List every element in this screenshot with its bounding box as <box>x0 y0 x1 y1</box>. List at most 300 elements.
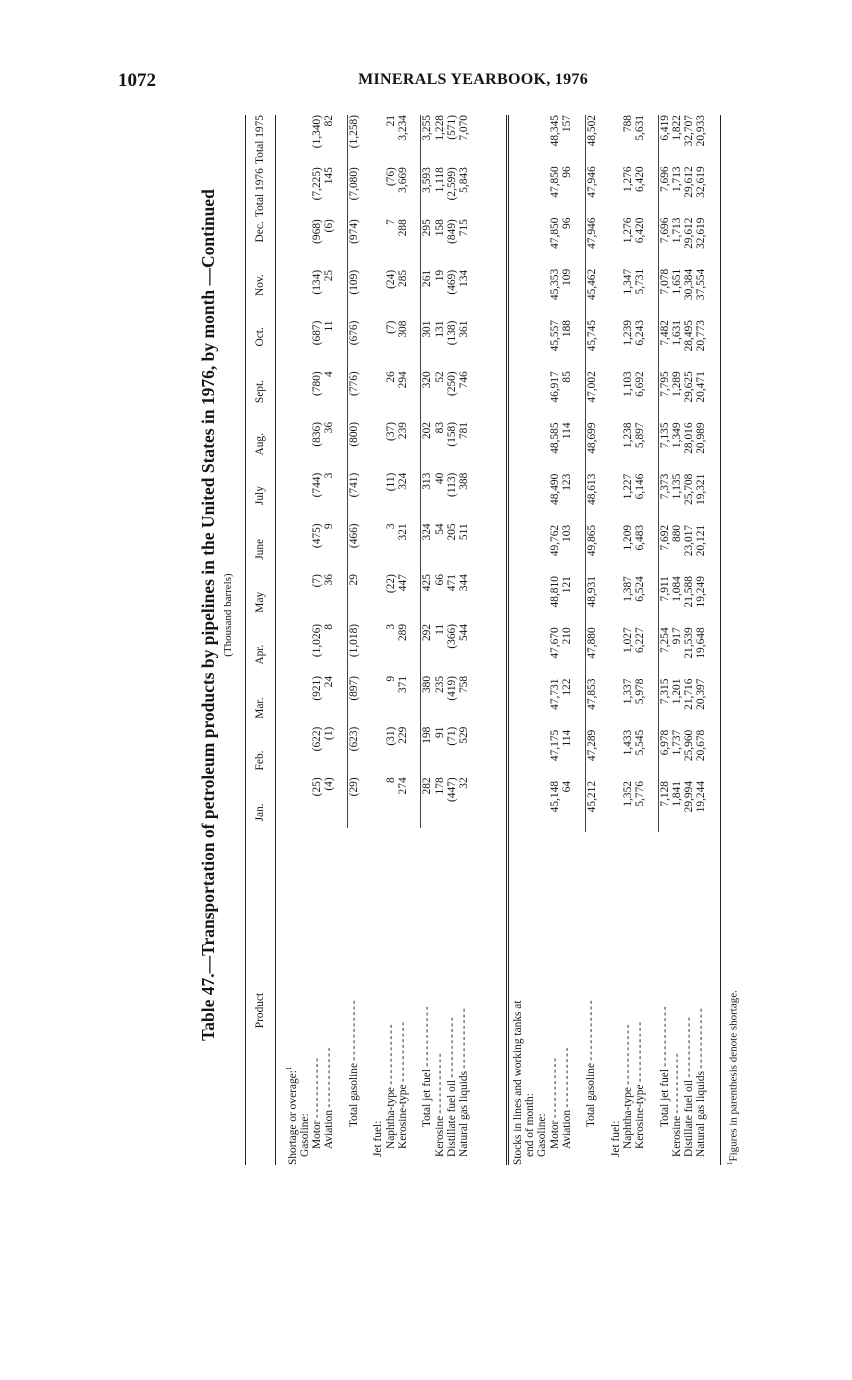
table-cell: 26 <box>384 371 397 383</box>
table-cell: 6,227 <box>634 627 647 653</box>
row-label: Kerosine - - - <box>671 832 683 1165</box>
table-cell: 788 <box>621 115 634 133</box>
column-header: Product <box>254 992 267 1029</box>
table-cell: 45,745 <box>585 320 598 371</box>
table-row <box>397 115 409 1165</box>
table-cell: 239 <box>396 421 409 440</box>
table-cell: (676) <box>348 321 361 372</box>
table-cell: 6,146 <box>634 473 647 500</box>
table-cell: 6,483 <box>634 524 647 551</box>
table-cell: 198 <box>421 727 434 778</box>
table-cell: (623) <box>348 727 361 778</box>
table-cell: 19,249 <box>695 576 708 608</box>
table-cell: 3,234 <box>396 115 409 141</box>
table-cell: 282 <box>421 777 434 828</box>
table-cell: (37) <box>384 421 397 441</box>
table-cell: 47,853 <box>585 679 598 730</box>
table-cell: 7,696 <box>658 218 671 269</box>
table-cell: 1,347 <box>621 268 634 295</box>
table-cell: 46,917 <box>548 371 561 403</box>
table-cell: (571) <box>445 115 458 140</box>
table-cell: 324 <box>396 472 409 490</box>
table-cell: 295 <box>421 219 434 270</box>
table-cell: 425 <box>421 574 434 624</box>
header-rule <box>275 115 276 1165</box>
table-cell: 285 <box>396 269 409 287</box>
table-row <box>323 115 335 1165</box>
table-row <box>634 115 646 1165</box>
table-cell: 19,648 <box>695 627 708 659</box>
table-cell: 30,384 <box>683 268 696 301</box>
rotated-table-block <box>150 65 740 1165</box>
table-cell: (22) <box>384 574 397 594</box>
row-label: Kerosine-type - - - <box>634 832 646 1165</box>
table-cell: 64 <box>560 780 573 793</box>
table-cell: 380 <box>421 676 434 727</box>
table-cell: (744) <box>311 472 324 498</box>
table-cell: (1,018) <box>348 624 361 676</box>
table-cell: 20,989 <box>695 422 708 454</box>
label-jet-fuel: Jet fuel: <box>372 1120 385 1157</box>
table-cell: 320 <box>421 371 434 422</box>
column-header: Apr. <box>254 644 267 665</box>
running-title: MINERALS YEARBOOK, 1976 <box>358 71 588 88</box>
table-cell: (897) <box>348 676 361 727</box>
table-cell: 45,148 <box>548 780 561 813</box>
table-cell: 48,502 <box>585 115 598 166</box>
column-header: Oct. <box>254 327 267 347</box>
table-cell: 48,931 <box>585 576 598 627</box>
table-cell: 1,276 <box>621 166 634 192</box>
table-cell: (11) <box>384 472 397 492</box>
table-cell: 21,716 <box>683 678 696 710</box>
table-cell: 880 <box>671 524 684 542</box>
table-cell: 917 <box>671 627 684 645</box>
table-cell: 7,135 <box>658 422 671 473</box>
table-cell: 308 <box>396 320 409 338</box>
table-cell: 1,651 <box>671 268 684 295</box>
table-cell: 1,713 <box>671 166 684 192</box>
table-cell: 3 <box>323 472 336 479</box>
table-cell: 7,482 <box>658 320 671 371</box>
table-units: (Thousand barrels) <box>222 573 234 657</box>
table-cell: 1,387 <box>621 576 634 602</box>
column-header: May <box>254 591 267 613</box>
table-cell: 7 <box>384 219 397 225</box>
section-label-stocks-a: Stocks in lines and working tanks at <box>512 1000 524 1165</box>
table-cell: 529 <box>458 726 471 744</box>
row-label: Total jet fuel - - - <box>658 832 671 1165</box>
table-cell: 1,433 <box>621 729 634 756</box>
table-cell: 131 <box>433 320 446 338</box>
table-cell: 6,978 <box>658 730 671 781</box>
table-cell: (6) <box>323 219 336 233</box>
table-cell: 261 <box>421 270 434 321</box>
table-cell: 5,731 <box>634 268 647 295</box>
table-cell: 5,545 <box>634 729 647 756</box>
table-cell: 5,978 <box>634 678 647 705</box>
table-cell: (780) <box>311 371 324 396</box>
row-label: Distillate fuel oil - - - <box>683 832 695 1165</box>
table-cell: 6,692 <box>634 371 647 397</box>
table-cell: 1,084 <box>671 576 684 602</box>
table-cell: 5,631 <box>634 115 647 141</box>
table-cell: 6,419 <box>658 115 671 166</box>
row-label: Naphtha-type - - - <box>622 832 634 1165</box>
table-row <box>446 115 458 1165</box>
table-cell: 103 <box>560 524 573 542</box>
table-row <box>348 115 361 1165</box>
table-cell: (134) <box>311 269 324 295</box>
table-cell: 8 <box>384 777 397 784</box>
row-label: Distillate fuel oil - - - <box>446 828 458 1165</box>
table-cell: 48,810 <box>548 576 561 608</box>
table-cell: 47,175 <box>548 729 561 762</box>
table-cell: (366) <box>445 623 458 649</box>
column-header: Jan. <box>254 803 267 822</box>
table-cell: 1,737 <box>671 729 684 756</box>
table-cell: 1,027 <box>621 627 634 653</box>
table-cell: 158 <box>433 219 446 237</box>
column-header: July <box>254 486 267 506</box>
table-cell: 20,397 <box>695 678 708 710</box>
table-cell: 40 <box>433 472 446 485</box>
table-row <box>658 115 671 1165</box>
table-cell: 47,731 <box>548 678 561 710</box>
table-cell: (24) <box>384 269 397 289</box>
table-cell: (800) <box>348 422 361 473</box>
column-header: Aug. <box>254 433 267 456</box>
table-row <box>434 115 446 1165</box>
column-header: Nov. <box>254 274 267 296</box>
table-cell: 96 <box>560 166 573 178</box>
table-cell: (447) <box>445 777 458 803</box>
table-cell: (25) <box>311 777 324 797</box>
table-cell: (109) <box>348 270 361 321</box>
table-cell: 28,495 <box>683 320 696 352</box>
table-cell: 1,822 <box>671 115 684 141</box>
table-cell: 19,244 <box>695 780 708 813</box>
table-cell: 20,121 <box>695 524 708 557</box>
table-cell: 21,539 <box>683 627 696 659</box>
table-cell: 1,209 <box>621 524 634 551</box>
table-cell: 544 <box>458 623 471 642</box>
table-cell: (1,026) <box>311 623 324 658</box>
table-cell: 178 <box>433 777 446 795</box>
section-stocks <box>512 115 708 1165</box>
table-cell: 49,762 <box>548 524 561 557</box>
table-cell: 292 <box>421 624 434 676</box>
table-cell: 32,619 <box>695 166 708 198</box>
table-cell: 83 <box>433 421 446 434</box>
table-cell: 48,585 <box>548 422 561 454</box>
table-cell: 781 <box>458 421 471 440</box>
table-cell: 21,588 <box>683 576 696 608</box>
column-header: Mar. <box>254 697 267 719</box>
table-cell: 109 <box>560 268 573 286</box>
table-cell: 3,255 <box>421 115 434 167</box>
table-cell: 1,289 <box>671 371 684 397</box>
table-cell: 746 <box>458 371 471 389</box>
table-cell: 447 <box>396 574 409 592</box>
table-cell: (31) <box>384 726 397 746</box>
table-row <box>683 115 695 1165</box>
label-gasoline: Gasoline: <box>299 1113 311 1157</box>
table-row <box>695 115 707 1165</box>
table-cell: 47,850 <box>548 217 561 249</box>
table-cell: 20,471 <box>695 371 708 403</box>
row-label: Motor - - - <box>311 828 323 1165</box>
table-row <box>585 115 598 1165</box>
table-cell: (4) <box>323 777 336 791</box>
section-double-rule <box>506 115 509 1165</box>
table-cell: 36 <box>323 574 336 586</box>
table-cell: 6,420 <box>634 166 647 192</box>
table-row <box>458 115 470 1165</box>
table-cell: (849) <box>445 219 458 244</box>
table-cell: 29,612 <box>683 166 696 198</box>
table-cell: (113) <box>445 472 458 497</box>
table-cell: 5,776 <box>634 780 647 807</box>
table-cell: 7,315 <box>658 679 671 730</box>
table-cell: 47,946 <box>585 166 598 217</box>
table-cell: (138) <box>445 320 458 346</box>
table-cell: 32,619 <box>695 217 708 249</box>
table-cell: 1,713 <box>671 217 684 244</box>
table-row <box>671 115 683 1165</box>
table-cell: 47,670 <box>548 627 561 659</box>
table-cell: 29 <box>348 574 361 624</box>
table-cell: 32,707 <box>683 115 696 147</box>
table-title: Table 47.—Transportation of petroleum products by pipelines in the United States in 1976, by month —Continued <box>198 189 218 1041</box>
table-cell: 1,349 <box>671 422 684 449</box>
section-label-stocks-b: end of month: <box>524 1093 537 1157</box>
row-label: Aviation - - - <box>561 832 573 1165</box>
table-cell: (7,080) <box>348 167 361 219</box>
table-cell: 28,016 <box>683 422 696 454</box>
table-cell: 25,708 <box>683 473 696 505</box>
table-cell: 388 <box>458 472 471 490</box>
table-cell: 114 <box>560 729 573 747</box>
table-cell: (622) <box>311 726 324 752</box>
table-cell: 49,865 <box>585 525 598 576</box>
row-label: Total jet fuel - - - <box>421 828 434 1165</box>
table-cell: 6,243 <box>634 320 647 346</box>
table-cell: 96 <box>560 217 573 229</box>
table-cell: 47,880 <box>585 627 598 678</box>
row-label: Natural gas liquids - - - <box>695 832 707 1165</box>
table-cell: 36 <box>323 421 336 434</box>
table-cell: (475) <box>311 523 324 549</box>
table-cell: 47,289 <box>585 730 598 781</box>
table-cell: (29) <box>348 777 361 828</box>
table-cell: 20,678 <box>695 729 708 762</box>
table-row <box>385 115 397 1165</box>
table-cell: 24 <box>323 675 336 688</box>
table-cell: 52 <box>433 371 446 383</box>
table-cell: 9 <box>323 523 336 530</box>
table-row <box>421 115 434 1165</box>
table-cell: 45,212 <box>585 781 598 832</box>
table-cell: 1,135 <box>671 473 684 500</box>
table-cell: 157 <box>560 115 573 133</box>
table-cell: (466) <box>348 523 361 574</box>
table-cell: 5,897 <box>634 422 647 449</box>
row-label: Naphtha-type - - - <box>385 828 397 1165</box>
table-cell: 5,843 <box>458 167 471 193</box>
table-cell: (836) <box>311 421 324 447</box>
table-cell: 25,960 <box>683 729 696 762</box>
table-cell: 48,699 <box>585 422 598 473</box>
table-cell: 7,692 <box>658 525 671 576</box>
column-header-row <box>247 115 275 1165</box>
table-cell: 313 <box>421 473 434 524</box>
table-cell: 361 <box>458 320 471 338</box>
row-label: Natural gas liquids - - - <box>458 828 470 1165</box>
table-cell: 134 <box>458 269 471 287</box>
section-shortage <box>283 115 470 1165</box>
table-cell: 7,070 <box>458 115 471 141</box>
table-cell: 235 <box>433 675 446 694</box>
table-cell: (2,599) <box>445 167 458 201</box>
table-row <box>622 115 634 1165</box>
table-cell: 20,773 <box>695 320 708 352</box>
table-cell: 114 <box>560 422 573 440</box>
footnote: $^1$Figures in parenthesis denote shortage. <box>726 990 740 1165</box>
table-cell: 9 <box>384 675 397 682</box>
table-cell: 1,118 <box>433 167 446 193</box>
table-cell: 19 <box>433 269 446 282</box>
table-cell: 7,254 <box>658 627 671 678</box>
table-cell: 82 <box>323 115 336 127</box>
table-cell: 6,420 <box>634 217 647 244</box>
table-cell: 7,696 <box>658 166 671 217</box>
table-cell: 1,276 <box>621 217 634 244</box>
table-cell: 45,353 <box>548 268 561 301</box>
table-row <box>549 115 561 1165</box>
table-cell: 301 <box>421 321 434 372</box>
table-cell: 344 <box>458 574 471 592</box>
table-cell: (1,340) <box>311 115 324 149</box>
table-cell: 29,612 <box>683 217 696 249</box>
table-cell: (1) <box>323 726 336 740</box>
table-row <box>311 115 323 1165</box>
table-cell: 48,345 <box>548 115 561 147</box>
table-cell: 6,524 <box>634 576 647 602</box>
table-cell: 274 <box>396 777 409 795</box>
table-cell: 48,490 <box>548 473 561 505</box>
table-cell: 205 <box>445 523 458 541</box>
label-jet-fuel-2: Jet fuel: <box>609 1120 622 1157</box>
row-label: Aviation - - - <box>323 828 335 1165</box>
table-cell: (7) <box>384 320 397 334</box>
table-cell: 1,352 <box>621 780 634 807</box>
table-cell: 25 <box>323 269 336 282</box>
row-label: Kerosine - - - <box>434 828 446 1165</box>
table-cell: 3 <box>384 523 397 530</box>
row-label: Motor - - - <box>549 832 561 1165</box>
section-label-shortage: Shortage or overage:$^1$ <box>285 1066 299 1165</box>
table-cell: 47,002 <box>585 371 598 422</box>
table-cell: 4 <box>323 371 336 377</box>
table-cell: 11 <box>323 320 336 332</box>
table-cell: 29,625 <box>683 371 696 403</box>
table-row <box>561 115 573 1165</box>
table-cell: (1,258) <box>348 115 361 167</box>
table-cell: (71) <box>445 726 458 746</box>
table-cell: 1,337 <box>621 678 634 705</box>
table-cell: 45,462 <box>585 269 598 320</box>
table-cell: (158) <box>445 421 458 447</box>
table-cell: 210 <box>560 627 573 645</box>
table-cell: 54 <box>433 523 446 535</box>
table-cell: 1,201 <box>671 678 684 705</box>
table-cell: 324 <box>421 523 434 574</box>
table-cell: 1,238 <box>621 422 634 449</box>
table-cell: 321 <box>396 523 409 541</box>
table-cell: 7,078 <box>658 269 671 320</box>
table-cell: 294 <box>396 371 409 389</box>
column-header: Feb. <box>254 750 267 771</box>
table-cell: 123 <box>560 473 573 491</box>
column-header: June <box>254 538 267 560</box>
table-cell: 122 <box>560 678 573 696</box>
row-label: Total gasoline - - - <box>348 828 361 1165</box>
table-cell: 715 <box>458 219 471 237</box>
table-cell: (776) <box>348 371 361 422</box>
table-cell: 7,911 <box>658 576 671 627</box>
table-cell: 145 <box>323 167 336 185</box>
column-header: Total 1975 <box>254 115 267 164</box>
table-cell: 23,017 <box>683 524 696 557</box>
table-cell: 1,228 <box>433 115 446 141</box>
table-cell: 1,239 <box>621 320 634 346</box>
table-cell: 7,373 <box>658 474 671 525</box>
row-label: Total gasoline - - - <box>585 832 598 1165</box>
table-cell: 3 <box>384 623 397 630</box>
table-cell: 1,227 <box>621 473 634 500</box>
table-cell: 3,593 <box>421 167 434 219</box>
table-cell: 21 <box>384 115 397 127</box>
table-cell: 3,669 <box>396 167 409 193</box>
table-cell: 511 <box>458 523 471 541</box>
table-cell: (76) <box>384 167 397 187</box>
table-cell: 758 <box>458 675 471 694</box>
table-cell: 11 <box>433 623 446 635</box>
table-cell: (968) <box>311 219 324 244</box>
table-cell: 288 <box>396 219 409 237</box>
table-cell: (7) <box>311 574 324 588</box>
column-header: Total 1976 <box>254 168 267 218</box>
table-cell: 45,557 <box>548 320 561 352</box>
page-number: 1072 <box>118 70 156 91</box>
table-cell: (921) <box>311 675 324 701</box>
table-cell: 121 <box>560 576 573 594</box>
table-cell: 32 <box>458 777 471 789</box>
table-bottom-rule <box>720 115 721 1165</box>
table-cell: 8 <box>323 623 336 630</box>
table-cell: 1,103 <box>621 371 634 397</box>
table-cell: 7,128 <box>658 781 671 832</box>
table-cell: 7,795 <box>658 371 671 422</box>
column-header: Sept. <box>254 379 267 404</box>
column-header: Dec. <box>254 221 267 243</box>
row-label: Kerosine-type - - - <box>397 828 409 1165</box>
table-cell: (741) <box>348 473 361 524</box>
table-cell: 85 <box>560 371 573 383</box>
table-cell: 29,994 <box>683 780 696 813</box>
table-cell: 188 <box>560 320 573 338</box>
